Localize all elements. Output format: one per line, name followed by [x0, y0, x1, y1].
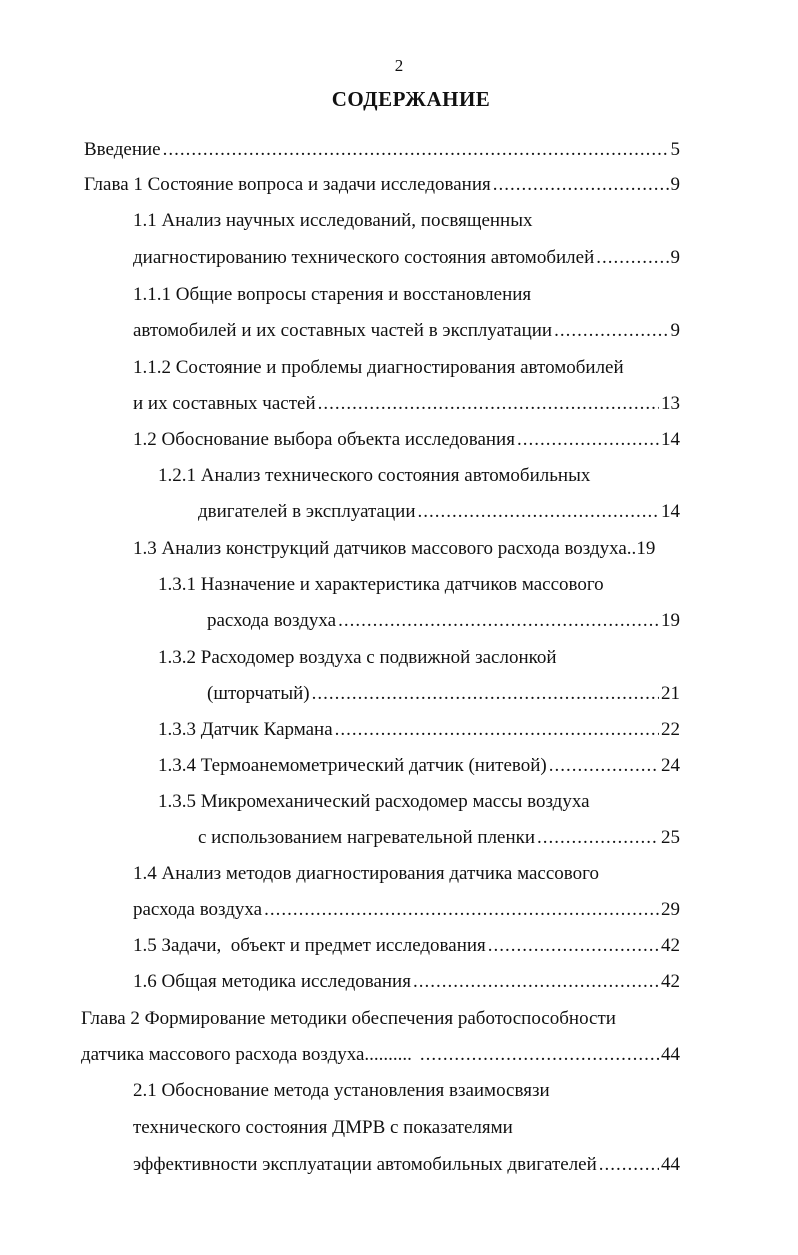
toc-entry-chapter-1: [84, 172, 680, 198]
dot-leader: [338, 608, 659, 634]
toc-page-number: 14: [661, 501, 680, 522]
toc-page-number: 5: [670, 139, 680, 160]
toc-entry-text: 1.2 Обоснование выбора объекта исследования: [133, 429, 515, 450]
dot-leader: [517, 427, 659, 453]
toc-entry-text: 1.3.5 Микромеханический расходомер массы воздуха: [158, 791, 590, 812]
toc-entry-1-5: [133, 933, 680, 959]
toc-page-number: 44: [661, 1044, 680, 1065]
dot-leader: [312, 681, 659, 707]
toc-entry-1-3-4: [158, 753, 680, 779]
dot-leader: [554, 318, 668, 344]
toc-entry-text: технического состояния ДМРВ с показателями: [133, 1117, 513, 1138]
toc-entry-text: 1.3.4 Термоанемометрический датчик (нитевой): [158, 755, 547, 776]
toc-entry-text: 1.2.1 Анализ технического состояния автомобильных: [158, 465, 591, 486]
toc-entry-1-3-3: [158, 717, 680, 743]
toc-page-number: 14: [661, 429, 680, 450]
toc-entry-1-3-2: [207, 681, 680, 707]
toc-entry-text: диагностированию технического состояния автомобилей: [133, 247, 595, 268]
toc-entry-1-6: [133, 969, 680, 995]
toc-entry-text: и их составных частей: [133, 393, 316, 414]
toc-entry-text: 1.1.2 Состояние и проблемы диагностирования автомобилей: [133, 357, 624, 378]
toc-entry-text: 1.3.2 Расходомер воздуха с подвижной заслонкой: [158, 647, 557, 668]
toc-entry-1-4: [133, 897, 680, 923]
page-title: СОДЕРЖАНИЕ: [331, 87, 491, 111]
dot-leader: [493, 172, 669, 198]
toc-entry-text: автомобилей и их составных частей в эксплуатации: [133, 320, 553, 341]
dot-leader: [163, 137, 669, 163]
toc-entry-1-3-5: [198, 825, 680, 851]
toc-entry-text: 1.1.1 Общие вопросы старения и восстановления: [133, 284, 532, 305]
toc-entry-text: Введение: [84, 139, 161, 160]
dot-leader: [537, 825, 659, 851]
toc-page-number: 29: [661, 899, 680, 920]
toc-page-number: 25: [661, 827, 680, 848]
dot-leader: [413, 969, 659, 995]
toc-entry-1-2: [133, 427, 680, 453]
toc-entry-text: 2.1 Обоснование метода установления взаимосвязи: [133, 1080, 550, 1101]
dot-leader: [318, 391, 659, 417]
toc-page-number: 21: [661, 683, 680, 704]
toc-entry-text: двигателей в эксплуатации: [198, 501, 416, 522]
toc-entry-text: Глава 1 Состояние вопроса и задачи исследования: [84, 174, 491, 195]
dot-leader: [549, 753, 659, 779]
dot-leader: [488, 933, 659, 959]
toc-entry-text: 1.1 Анализ научных исследований, посвященных: [133, 210, 533, 231]
toc-entry-text: 1.6 Общая методика исследования: [133, 971, 411, 992]
toc-entry-text: с использованием нагревательной пленки: [198, 827, 536, 848]
toc-page-number: 19: [636, 538, 656, 559]
toc-entry-1-3: [133, 536, 680, 562]
toc-entry-text: 1.3.3 Датчик Кармана: [158, 719, 333, 740]
toc-entry-1-1-1: [133, 318, 680, 344]
toc-entry-text: эффективности эксплуатации автомобильных двигателей: [133, 1154, 597, 1175]
toc-entry-1-3-1: [207, 608, 680, 634]
toc-page-number: 44: [661, 1154, 680, 1175]
toc-page-number: 24: [661, 755, 680, 776]
toc-entry-1-2-1: [198, 499, 680, 525]
toc-entry-text: Глава 2 Формирование методики обеспечения работоспособности: [81, 1008, 616, 1029]
toc-entry-text: расхода воздуха: [133, 899, 263, 920]
toc-entry-text: 1.3.1 Назначение и характеристика датчиков массового: [158, 574, 604, 595]
toc-entry-1-1: [133, 245, 680, 271]
toc-page-number: 9: [670, 247, 680, 268]
toc-page-number: 13: [661, 393, 680, 414]
toc-entry-text: 1.3 Анализ конструкций датчиков массового расхода воздуха..: [133, 538, 637, 559]
toc-entry-text: 1.4 Анализ методов диагностирования датчика массового: [133, 863, 599, 884]
toc-entry-text: расхода воздуха: [207, 610, 337, 631]
dot-leader: [596, 245, 668, 271]
dot-leader: [335, 717, 659, 743]
toc-page-number: 9: [670, 320, 680, 341]
toc-page-number: 9: [670, 174, 680, 195]
dot-leader: [264, 897, 659, 923]
dot-leader: [599, 1152, 659, 1178]
dot-leader: [418, 499, 660, 525]
toc-page-number: 42: [661, 935, 680, 956]
dot-leader: [420, 1042, 659, 1068]
toc-entry-2-1: [133, 1152, 680, 1178]
toc-entry-intro: [84, 137, 680, 163]
toc-entry-text: 1.5 Задачи, объект и предмет исследования: [133, 935, 486, 956]
toc-entry-chapter-2: [81, 1042, 680, 1068]
toc-page-number: 42: [661, 971, 680, 992]
toc-entry-1-1-2: [133, 391, 680, 417]
toc-page-number: 22: [661, 719, 680, 740]
page-number: 2: [394, 56, 404, 75]
toc-entry-text: датчика массового расхода воздуха..........: [81, 1044, 412, 1065]
toc-entry-text: (шторчатый): [207, 683, 310, 704]
toc-page-number: 19: [661, 610, 680, 631]
